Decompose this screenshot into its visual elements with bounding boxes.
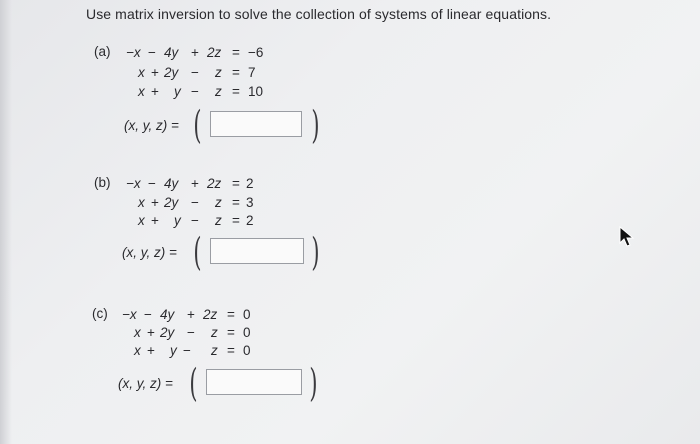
rhs-value: 2: [246, 213, 254, 228]
equals-sign: =: [227, 343, 235, 358]
operator: +: [151, 213, 159, 228]
rhs-value: −6: [248, 45, 264, 60]
equals-sign: =: [232, 213, 240, 228]
left-parenthesis: (: [189, 361, 198, 405]
operator: +: [187, 307, 195, 322]
rhs-value: 0: [243, 343, 251, 358]
answer-label: (x, y, z) =: [124, 118, 179, 133]
operator: −: [148, 45, 156, 60]
term-y: y: [174, 84, 181, 99]
term-x: x: [134, 343, 141, 358]
term-z: 2z: [207, 176, 222, 191]
part-b-answer: [122, 230, 332, 274]
term-y: y: [170, 343, 177, 358]
instruction-text: Use matrix inversion to solve the collection of systems of linear equations.: [86, 6, 552, 22]
rhs-value: 2: [246, 176, 254, 191]
rhs-value: 10: [248, 84, 264, 99]
answer-input-b[interactable]: [210, 238, 304, 264]
part-b-equation-2: [94, 194, 294, 212]
term-x: x: [138, 213, 145, 228]
answer-input-c[interactable]: [206, 369, 302, 395]
mouse-pointer-icon: [618, 226, 636, 248]
part-c-equation-3: [92, 342, 292, 360]
term-y: 2y: [164, 65, 179, 80]
rhs-value: 0: [243, 307, 251, 322]
term-x: −x: [126, 176, 141, 191]
term-x: x: [134, 325, 141, 340]
rhs-value: 0: [243, 325, 251, 340]
operator: −: [191, 195, 199, 210]
operator: −: [148, 176, 156, 191]
term-y: 4y: [160, 307, 175, 322]
term-z: z: [215, 195, 222, 210]
term-z: z: [215, 84, 222, 99]
part-a-equation-1: [94, 44, 294, 62]
term-x: x: [138, 65, 145, 80]
right-parenthesis: ): [309, 361, 318, 405]
operator: +: [147, 343, 155, 358]
operator: −: [187, 325, 195, 340]
rhs-value: 7: [248, 65, 256, 80]
left-parenthesis: (: [193, 230, 202, 274]
equals-sign: =: [232, 195, 240, 210]
term-y: y: [174, 213, 181, 228]
equals-sign: =: [227, 325, 235, 340]
term-z: z: [211, 343, 218, 358]
part-a-answer: [124, 103, 334, 147]
operator: +: [191, 45, 199, 60]
term-x: x: [138, 84, 145, 99]
operator: +: [151, 195, 159, 210]
right-parenthesis: ): [311, 103, 320, 147]
part-b-equation-1: [94, 175, 294, 193]
operator: −: [191, 213, 199, 228]
part-c-equation-2: [92, 324, 292, 342]
answer-label: (x, y, z) =: [118, 376, 173, 391]
term-y: 4y: [164, 45, 179, 60]
answer-label: (x, y, z) =: [122, 245, 177, 260]
term-y: 2y: [164, 195, 179, 210]
term-y: 4y: [164, 176, 179, 191]
term-z: 2z: [207, 45, 222, 60]
part-a-equation-2: [94, 64, 294, 82]
equals-sign: =: [227, 307, 235, 322]
operator: +: [151, 65, 159, 80]
part-a-equation-3: [94, 83, 294, 101]
term-x: x: [138, 195, 145, 210]
answer-input-a[interactable]: [210, 111, 302, 137]
term-x: −x: [126, 45, 141, 60]
page-edge-shadow: [0, 0, 12, 444]
operator: +: [151, 84, 159, 99]
operator: +: [147, 325, 155, 340]
operator: −: [183, 343, 191, 358]
term-z: z: [215, 65, 222, 80]
part-c-equation-1: [92, 306, 292, 324]
equals-sign: =: [232, 65, 240, 80]
term-z: z: [211, 325, 218, 340]
part-a-label: (a): [94, 44, 111, 59]
left-parenthesis: (: [193, 103, 202, 147]
right-parenthesis: ): [311, 230, 320, 274]
part-c-answer: [118, 361, 332, 405]
equals-sign: =: [232, 84, 240, 99]
rhs-value: 3: [246, 195, 254, 210]
operator: −: [144, 307, 152, 322]
part-c-label: (c): [92, 306, 108, 321]
equals-sign: =: [232, 45, 240, 60]
operator: −: [191, 65, 199, 80]
equals-sign: =: [232, 176, 240, 191]
operator: +: [191, 176, 199, 191]
term-z: 2z: [203, 307, 218, 322]
part-b-label: (b): [94, 175, 111, 190]
term-x: −x: [122, 307, 137, 322]
term-y: 2y: [160, 325, 175, 340]
operator: −: [191, 84, 199, 99]
term-z: z: [215, 213, 222, 228]
part-b-equation-3: [94, 212, 294, 230]
